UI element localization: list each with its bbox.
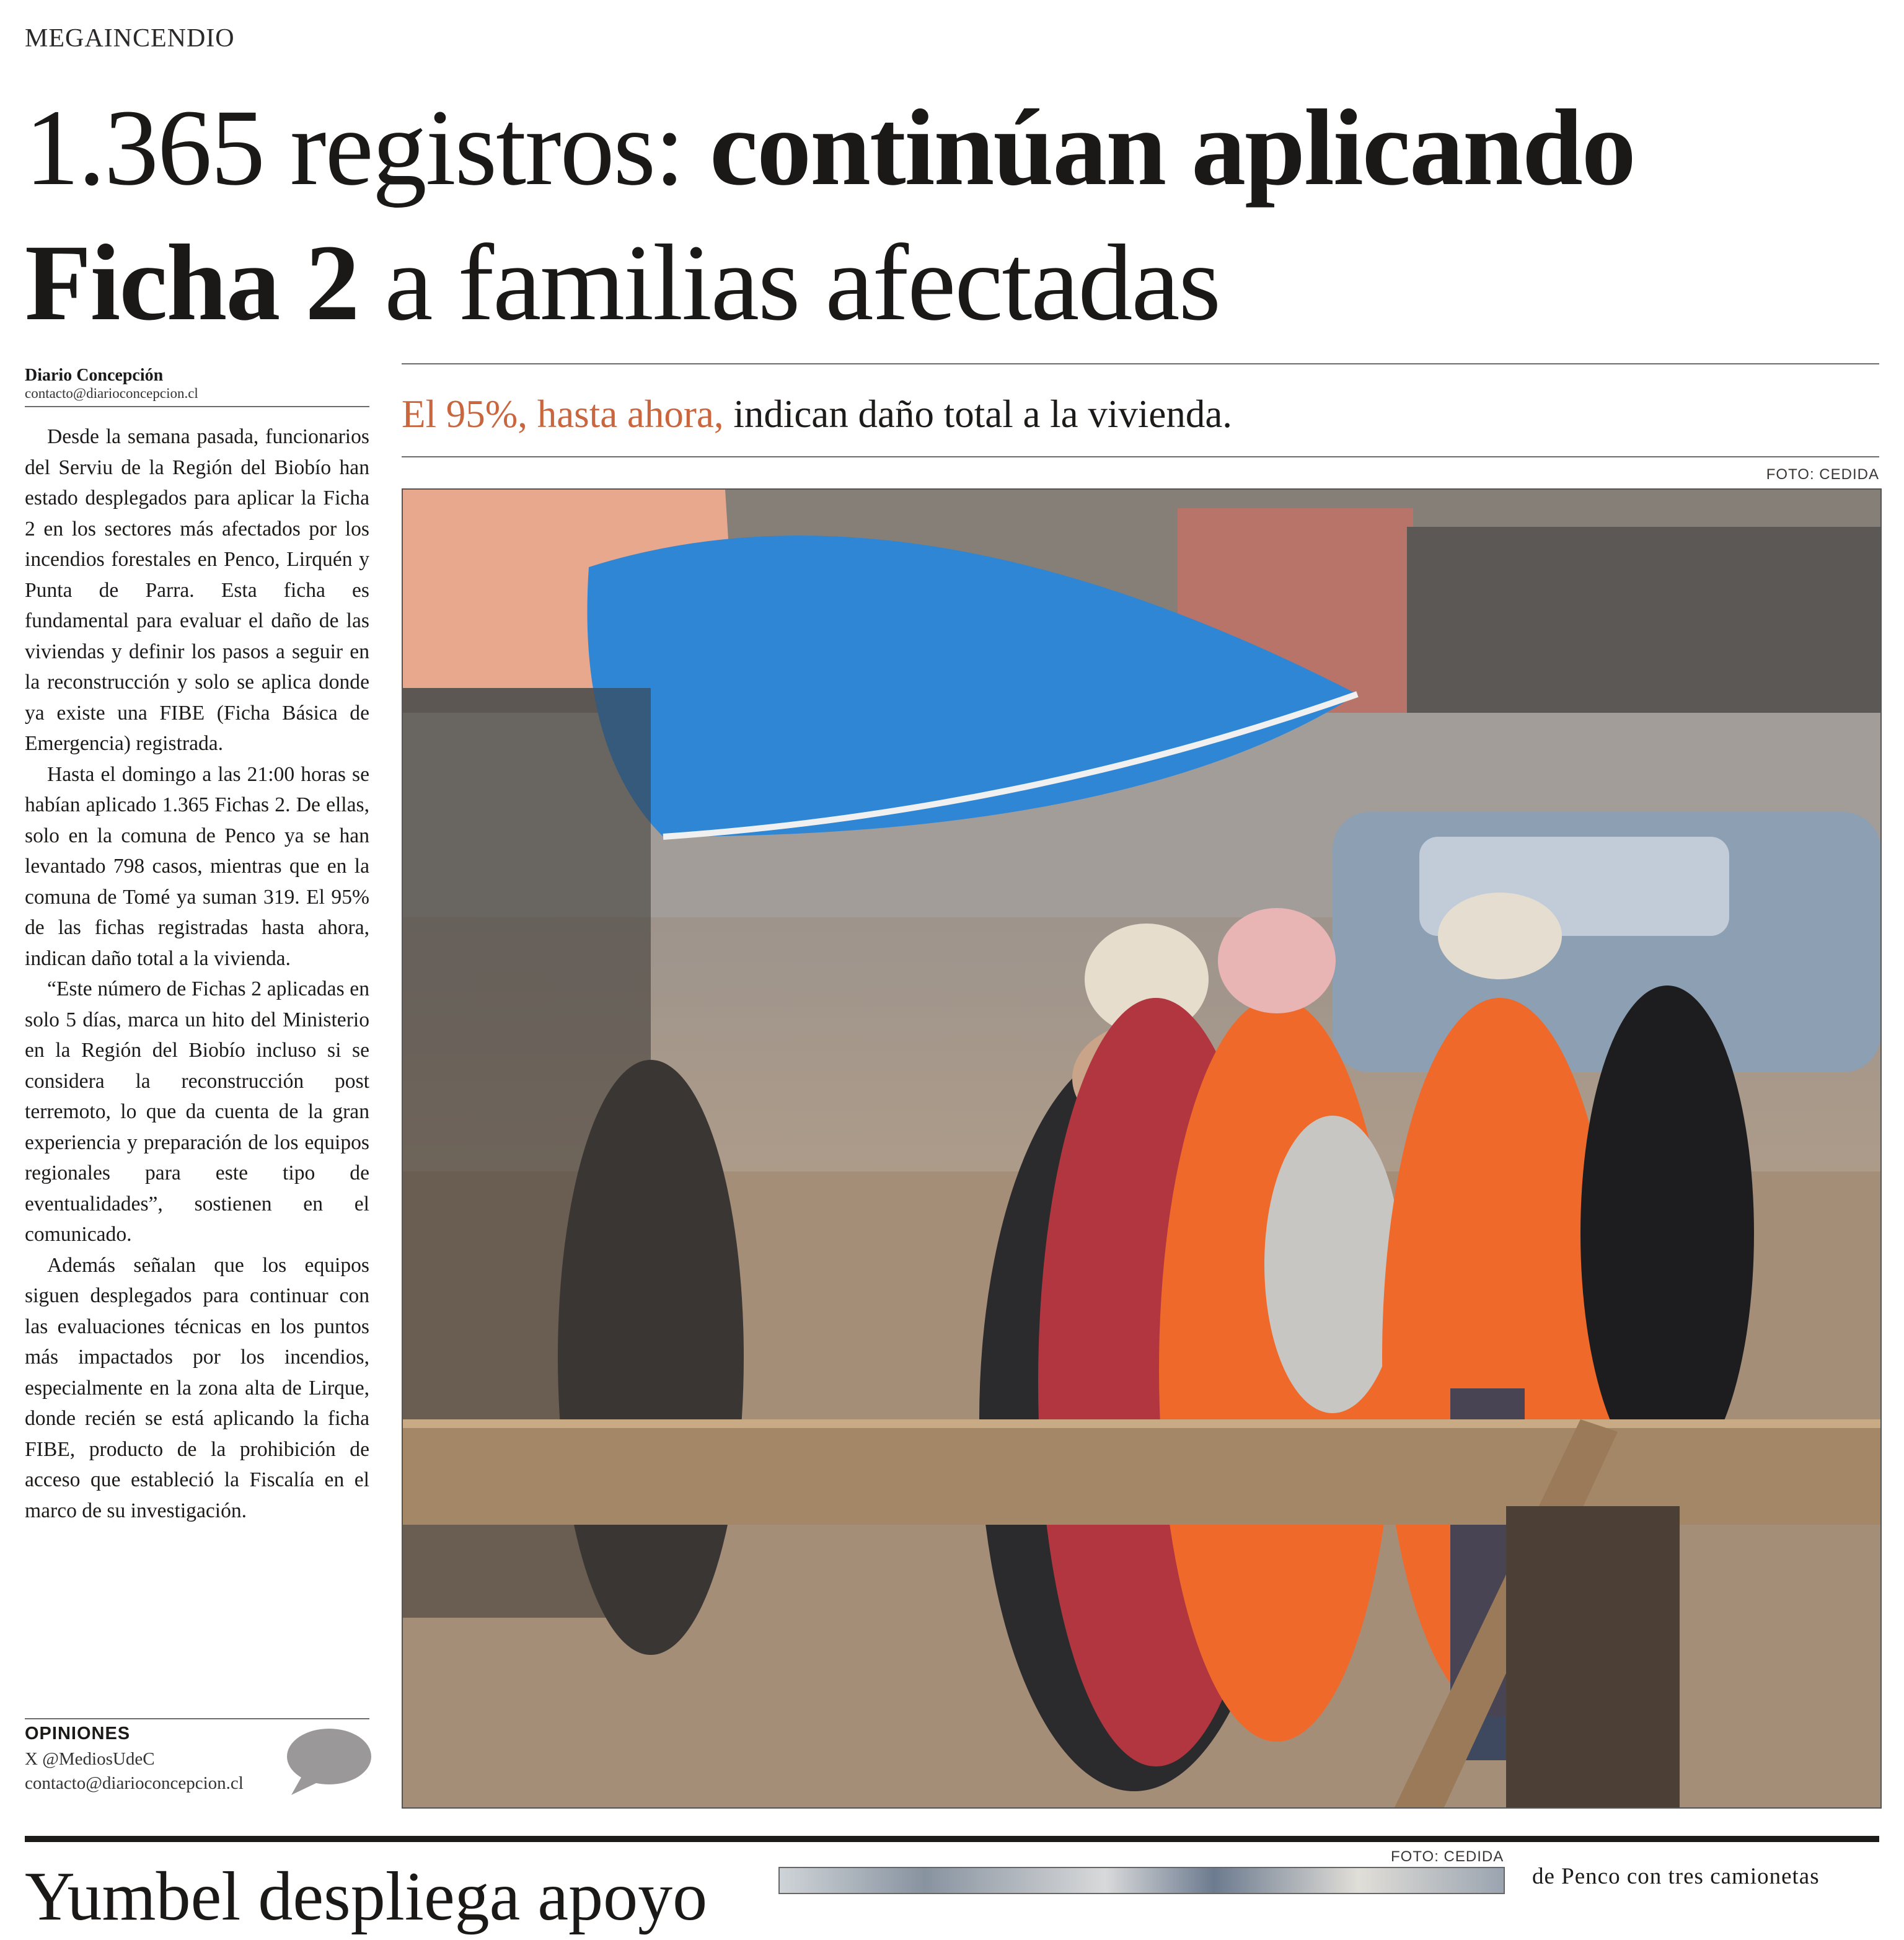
next-story-headline: Yumbel despliega apoyo <box>25 1858 708 1935</box>
next-story-text: de Penco con tres camionetas <box>1532 1864 1820 1889</box>
next-story-photo-credit: FOTO: CEDIDA <box>1391 1848 1504 1865</box>
byline-name: Diario Concepción <box>25 366 164 385</box>
article-photo <box>402 488 1882 1809</box>
subhead-top-rule <box>402 363 1879 364</box>
headline-part-1: 1.365 registros: <box>25 87 710 208</box>
speech-bubble-icon <box>284 1726 372 1797</box>
subhead-rest: indican daño total a la vivienda. <box>723 392 1233 436</box>
story-divider <box>25 1836 1879 1842</box>
opiniones-email[interactable]: contacto@diarioconcepcion.cl <box>25 1773 244 1793</box>
byline-divider <box>25 406 369 407</box>
body-paragraph-3: “Este número de Fichas 2 aplicadas en solo 5 días, marca un hito del Ministerio en la Región del Biobío incluso si se considera la reconstrucción post terremoto, lo que da cuenta de la gran experiencia y preparación de los equipos regionales para este tipo de eventualidades”, sostienen en el comunicado. <box>25 977 369 1246</box>
next-story-photo <box>778 1867 1505 1894</box>
headline-part-3: Ficha 2 <box>25 223 359 343</box>
headline-part-4: a familias afectadas <box>358 223 1220 343</box>
opiniones-title: OPINIONES <box>25 1724 131 1744</box>
article-body <box>25 421 369 1526</box>
section-tag: MEGAINCENDIO <box>25 24 235 53</box>
body-paragraph-4: Además señalan que los equipos siguen desplegados para continuar con las evaluaciones técnicas en los puntos más impactados por los incendios, especialmente en la zona alta de Lirque, donde recién se está aplicando la ficha FIBE, producto de la prohibición de acceso que estableció la Fiscalía en el marco de su investigación. <box>25 1253 369 1522</box>
subhead <box>402 389 1232 439</box>
subhead-bottom-rule <box>402 456 1879 457</box>
byline-email[interactable]: contacto@diarioconcepcion.cl <box>25 386 198 401</box>
headline-part-2: continúan aplicando <box>710 87 1635 208</box>
opiniones-twitter[interactable]: X @MediosUdeC <box>25 1749 155 1769</box>
headline <box>25 81 1884 351</box>
opiniones-divider <box>25 1718 369 1719</box>
body-paragraph-1: Desde la semana pasada, funcionarios del Serviu de la Región del Biobío han estado desplegados para aplicar la Ficha 2 en los sectores más afectados por los incendios forestales en Penco, Lirquén y Punta de Parra. Esta ficha es fundamental para evaluar el daño de las viviendas y definir los pasos a seguir en la reconstrucción y solo se aplica donde ya existe una FIBE (Ficha Básica de Emergencia) registrada. <box>25 425 369 755</box>
photo-credit: FOTO: CEDIDA <box>1766 466 1879 483</box>
body-paragraph-2: Hasta el domingo a las 21:00 horas se habían aplicado 1.365 Fichas 2. De ellas, solo en la comuna de Penco ya se han levantado 798 casos, mientras que en la comuna de Tomé ya suman 319. El 95% de las fichas registradas hasta ahora, indican daño total a la vivienda. <box>25 762 369 970</box>
subhead-accent: El 95%, hasta ahora, <box>402 392 724 436</box>
